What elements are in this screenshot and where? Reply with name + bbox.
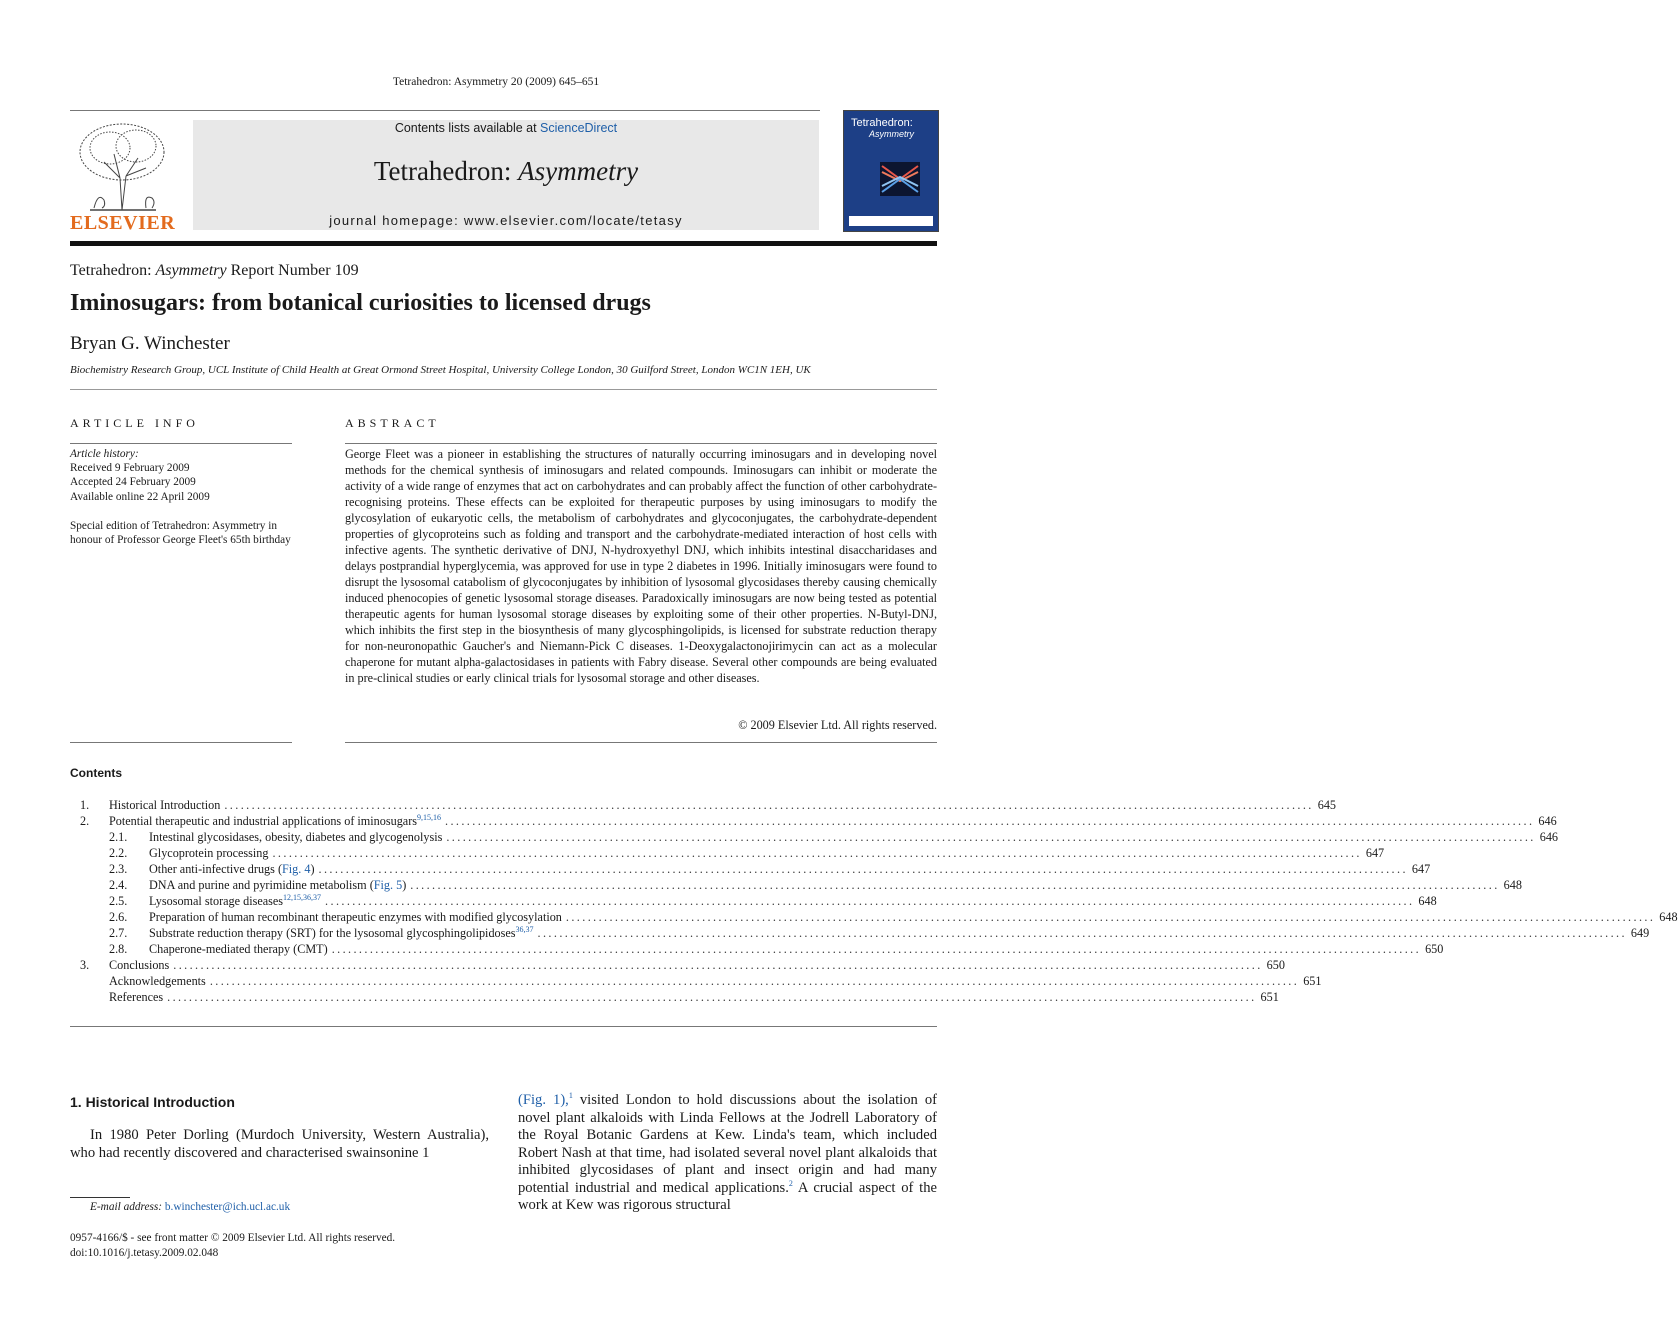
toc-page: 651 xyxy=(1260,990,1279,1004)
toc-entry[interactable] xyxy=(80,989,1279,1005)
header-thick-rule xyxy=(70,241,937,246)
toc-title: Conclusions xyxy=(109,958,170,972)
article-info-bottom-rule xyxy=(70,742,292,743)
toc-number: 2.5. xyxy=(109,894,128,908)
toc-entry[interactable] xyxy=(80,829,1559,845)
toc-page: 650 xyxy=(1266,958,1285,972)
cover-footer-strip xyxy=(849,216,933,226)
toc-page: 648 xyxy=(1503,878,1522,892)
toc-title: References xyxy=(109,990,164,1004)
toc-page: 651 xyxy=(1303,974,1322,988)
toc-title: Preparation of human recombinant therapeutic enzymes with modified glycosylation xyxy=(149,910,562,924)
article-info-heading: ARTICLE INFO xyxy=(70,416,199,430)
toc-entry[interactable] xyxy=(80,957,1285,973)
toc-title: Glycoprotein processing xyxy=(149,846,269,860)
affiliation-rule xyxy=(70,389,937,390)
toc-entry[interactable] xyxy=(80,892,1437,909)
footnote-rule xyxy=(70,1197,130,1198)
toc-leader: ........................................................................................................................................................................................................ xyxy=(446,830,1536,844)
figure-link[interactable]: Fig. 5 xyxy=(373,878,403,892)
toc-leader: ........................................................................................................................................................................................................ xyxy=(565,910,1656,924)
toc-number: 2. xyxy=(80,814,90,828)
abstract-copyright: © 2009 Elsevier Ltd. All rights reserved. xyxy=(738,718,937,732)
citation-sup[interactable]: 9,15,16 xyxy=(417,812,442,822)
cover-artwork xyxy=(880,162,920,196)
toc-number: 2.6. xyxy=(109,910,128,924)
section-heading: 1. Historical Introduction xyxy=(70,1094,235,1110)
toc-title: Historical Introduction xyxy=(109,798,221,812)
toc-number: 2.7. xyxy=(109,926,128,940)
toc-number: 2.2. xyxy=(109,846,128,860)
toc-leader: ........................................................................................................................................................................................................ xyxy=(445,814,1535,828)
abstract-bottom-rule xyxy=(345,742,937,743)
paper-title: Iminosugars: from botanical curiosities to licensed drugs xyxy=(70,290,651,316)
toc-leader: ........................................................................................................................................................................................................ xyxy=(410,878,1500,892)
toc-leader: ........................................................................................................................................................................................................ xyxy=(272,846,1362,860)
toc-number: 1. xyxy=(80,798,90,812)
toc-entry[interactable] xyxy=(80,941,1444,957)
toc-title: Other anti-infective drugs (Fig. 4) xyxy=(149,862,315,876)
abstract-text: George Fleet was a pioneer in establishing the structures of naturally occurring iminosugars and in developing novel methods for the chemical synthesis of iminosugars and related compounds. Iminosugars can inhibit or moderate the activity of a wide range of enzymes that act on carbohydrates and can probably affect the function of other carbohydrate-recognising proteins. These effects can be exploited for therapeutic purposes by using iminosugars to modify the glycosylation of eukaryotic cells, the metabolism of carbohydrates and glycoconjugates, the carbohydrate-dependent properties of glycoproteins such as folding and transport and the carbohydrate-mediated interaction of host cells with infective agents. The synthetic derivative of DNJ, N-hydroxyethyl DNJ, which inhibits intestinal disaccharidases and delays postprandial hyperglycemia, was approved for use in type 2 diabetes in 1996. Initially iminosugars were found to disrupt the lysosomal catabolism of glycoconjugates by inhibition of lysosomal glycosidases thereby causing chemically induced phenocopies of genetic lysosomal storage diseases. Paradoxically iminosugars are now being tested as potential therapeutic agents for human lysosomal storage diseases by exploiting some of their other properties. N-Butyl-DNJ, which inhibits the first step in the biosynthesis of many glycosphingolipids, is licensed for substrate reduction therapy for non-neuronopathic Gaucher's and Niemann-Pick C diseases. 1-Deoxygalactonojirimycin can act as a molecular chaperone for mutant alpha-galactosidases in patients with Fabry disease. Several other compounds are being evaluated in pre-clinical studies or early clinical trials for lysosomal storage and other diseases. xyxy=(345,447,937,685)
author-affiliation: Biochemistry Research Group, UCL Institute of Child Health at Great Ormond Street Hospital, University College London, 30 Guilford Street, London WC1N 1EH, UK xyxy=(70,364,811,376)
toc-title: Potential therapeutic and industrial applications of iminosugars$^{9,15,16}$ xyxy=(109,812,442,828)
toc-leader: ........................................................................................................................................................................................................ xyxy=(325,894,1415,908)
citation-sup[interactable]: 36,37 xyxy=(515,924,534,934)
toc-entry[interactable] xyxy=(80,973,1322,989)
journal-homepage[interactable]: journal homepage: www.elsevier.com/locate/tetasy xyxy=(329,213,683,228)
toc-entry[interactable] xyxy=(80,924,1650,941)
abstract-rule xyxy=(345,443,937,444)
header-rule xyxy=(70,110,820,111)
toc-leader: ........................................................................................................................................................................................................ xyxy=(167,990,1257,1004)
toc-entry[interactable] xyxy=(80,909,1678,925)
cover-title: Tetrahedron: Asymmetry xyxy=(851,117,914,139)
toc-entry[interactable] xyxy=(80,845,1385,861)
toc-number: 2.3. xyxy=(109,862,128,876)
toc-page: 646 xyxy=(1538,814,1557,828)
citation-sup[interactable]: 2 xyxy=(788,1178,793,1188)
toc-entry[interactable] xyxy=(80,797,1337,813)
abstract-heading: ABSTRACT xyxy=(345,416,440,430)
issn-doi: 0957-4166/$ - see front matter © 2009 Elsevier Ltd. All rights reserved. doi:10.1016/j.tetasy.2009.02.048 xyxy=(70,1232,396,1259)
author-name: Bryan G. Winchester xyxy=(70,333,230,354)
toc-leader: ........................................................................................................................................................................................................ xyxy=(209,974,1300,988)
email-link[interactable]: b.winchester@ich.ucl.ac.uk xyxy=(164,1201,291,1213)
citation-sup[interactable]: 12,15,36,37 xyxy=(283,892,322,902)
toc-page: 650 xyxy=(1425,942,1444,956)
toc-leader: ........................................................................................................................................................................................................ xyxy=(331,942,1422,956)
special-edition-note: Special edition of Tetrahedron: Asymmetry in honour of Professor George Fleet's 65th birthday xyxy=(70,520,291,547)
author-email: E-mail address: b.winchester@ich.ucl.ac.uk xyxy=(90,1201,291,1213)
toc-page: 648 xyxy=(1659,910,1678,924)
toc-entry[interactable] xyxy=(80,877,1522,893)
toc-leader: ........................................................................................................................................................................................................ xyxy=(537,926,1627,940)
toc-entry[interactable] xyxy=(80,861,1431,877)
contents-available-line: Contents lists available at ScienceDirect xyxy=(394,121,618,135)
toc-page: 645 xyxy=(1317,798,1337,812)
toc-number: 2.4. xyxy=(109,878,128,892)
citation-sup[interactable]: 1 xyxy=(568,1091,573,1101)
toc-page: 647 xyxy=(1365,846,1385,860)
body-text-right: (Fig. 1),$^1$ visited London to hold discussions about the isolation of novel plant alkaloids with Linda Fellows at the Jodrell Laboratory of the Royal Botanic Gardens at Kew. Linda's team, which included Robert Nash at that time, had isolated several novel plant alkaloids that inhibited glycosidases of plant and insect origin and had many potential industrial and medical applications.$^2$ A crucial aspect of the work at Kew was rigorous structural xyxy=(518,1091,937,1213)
toc-leader: ........................................................................................................................................................................................................ xyxy=(224,798,1314,812)
toc-number: 3. xyxy=(80,958,90,972)
toc-page: 646 xyxy=(1539,830,1559,844)
toc-title: Chaperone-mediated therapy (CMT) xyxy=(149,942,328,956)
toc-title: Acknowledgements xyxy=(109,974,206,988)
figure-link[interactable]: (Fig. 1), xyxy=(518,1092,569,1108)
toc-page: 647 xyxy=(1411,862,1431,876)
toc-entry[interactable] xyxy=(80,812,1557,829)
sciencedirect-link[interactable]: ScienceDirect xyxy=(540,121,618,135)
toc-page: 649 xyxy=(1630,926,1650,940)
toc-leader: ........................................................................................................................................................................................................ xyxy=(318,862,1408,876)
journal-citation: Tetrahedron: Asymmetry 20 (2009) 645–651 xyxy=(392,76,600,88)
toc-title: DNA and purine and pyrimidine metabolism (Fig. 5) xyxy=(149,878,407,892)
report-number: Tetrahedron: Asymmetry Report Number 109 xyxy=(70,262,359,279)
article-history: Article history: Received 9 February 2009 Accepted 24 February 2009 Available online 22 April 2009 xyxy=(70,448,210,503)
journal-title: Tetrahedron: Asymmetry xyxy=(373,156,639,186)
toc-title: Substrate reduction therapy (SRT) for the lysosomal glycosphingolipidoses$^{36,37}$ xyxy=(149,924,534,940)
toc-title: Lysosomal storage diseases$^{12,15,36,37}$ xyxy=(149,892,322,908)
figure-link[interactable]: Fig. 4 xyxy=(282,862,311,876)
toc-leader: ........................................................................................................................................................................................................ xyxy=(173,958,1263,972)
contents-heading: Contents xyxy=(70,766,122,780)
article-info-rule xyxy=(70,443,292,444)
toc-number: 2.1. xyxy=(109,830,128,844)
toc-page: 648 xyxy=(1418,894,1437,908)
body-text-left: In 1980 Peter Dorling (Murdoch University, Western Australia), who had recently discovered and characterised swainsonine 1 xyxy=(70,1127,489,1161)
toc-number: 2.8. xyxy=(109,942,128,956)
elsevier-wordmark: ELSEVIER xyxy=(70,212,176,234)
toc-title: Intestinal glycosidases, obesity, diabetes and glycogenolysis xyxy=(149,830,443,844)
contents-bottom-rule xyxy=(70,1026,937,1027)
